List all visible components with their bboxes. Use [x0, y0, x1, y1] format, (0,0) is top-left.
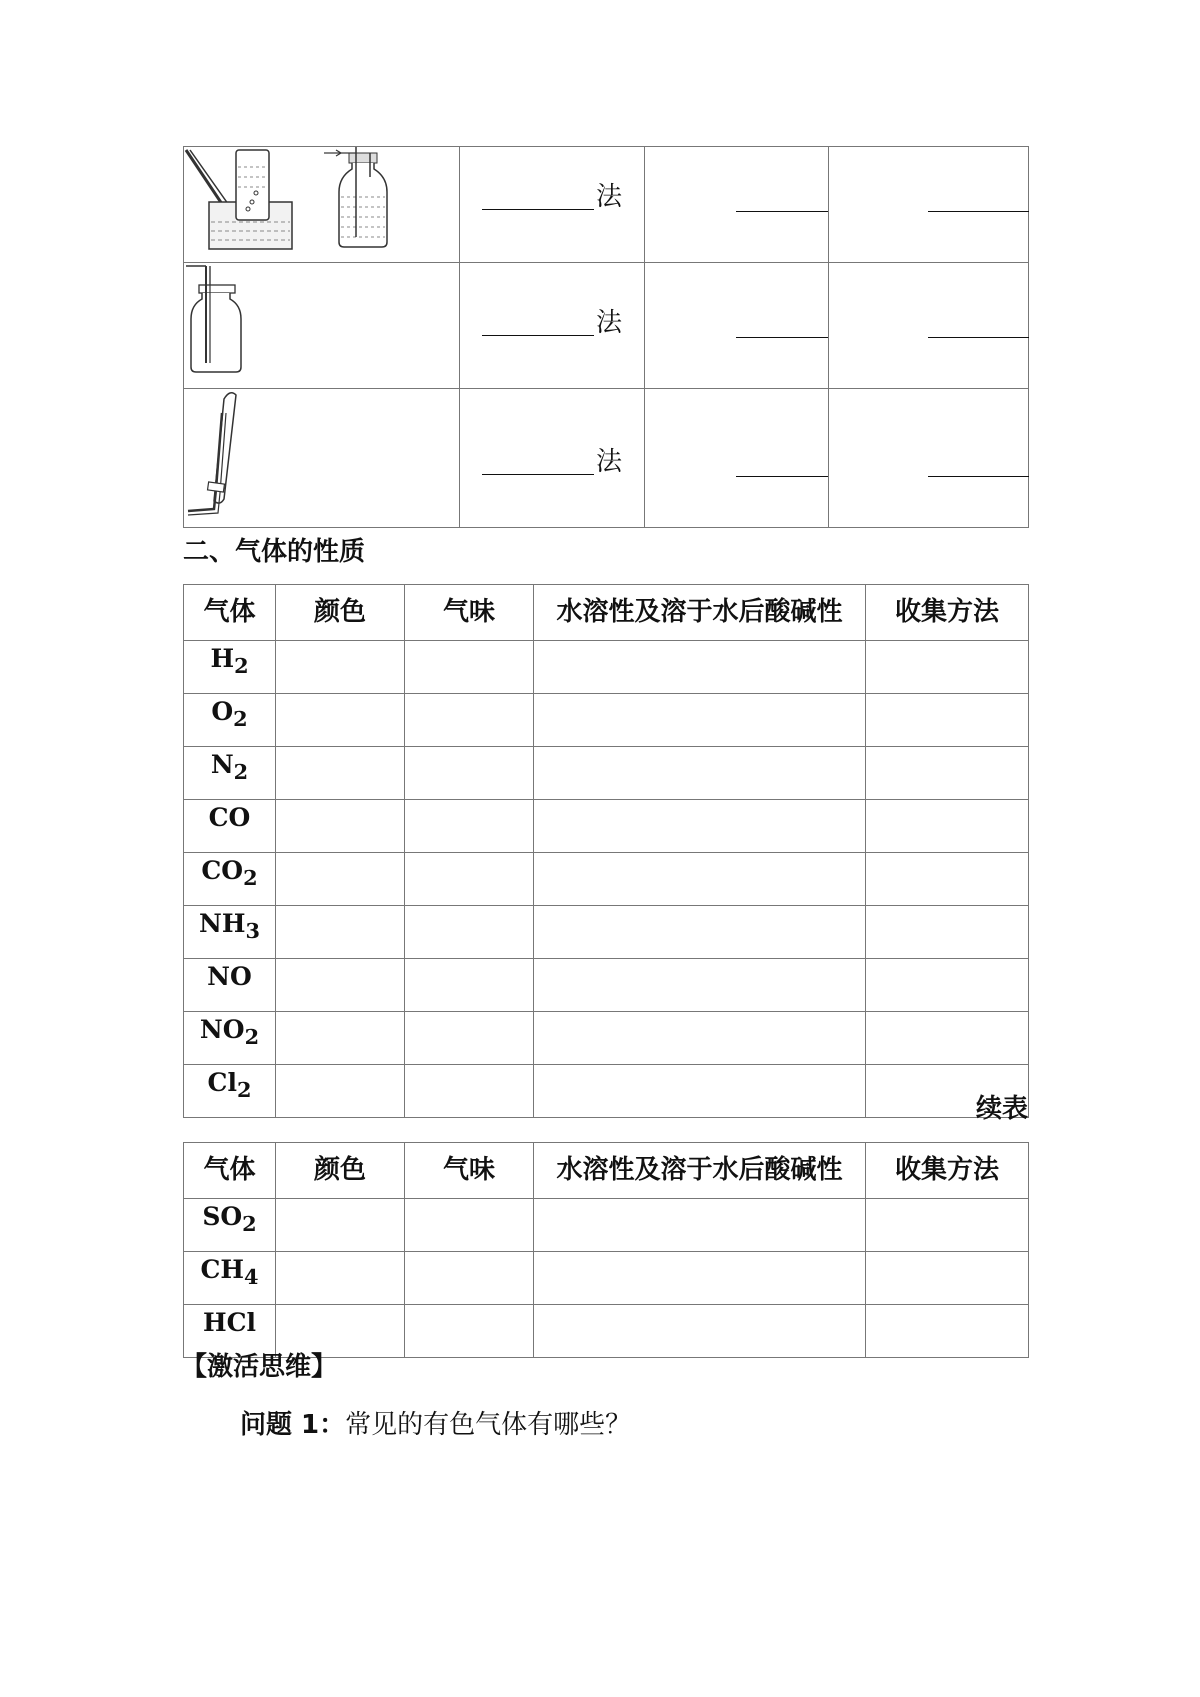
header-gas: 气体 [184, 585, 276, 641]
solubility-cell[interactable] [534, 1199, 866, 1252]
method-blank[interactable] [482, 185, 594, 210]
gas-formula: NO [184, 959, 276, 1012]
collection-cell[interactable] [866, 1012, 1029, 1065]
color-cell[interactable] [276, 1252, 405, 1305]
method-suffix: 法 [596, 308, 623, 338]
collection-cell[interactable] [866, 906, 1029, 959]
solubility-cell[interactable] [534, 747, 866, 800]
solubility-cell[interactable] [534, 800, 866, 853]
activate-thinking-heading: 【激活思维】 [181, 1352, 338, 1382]
answer-blank[interactable] [928, 452, 1029, 477]
color-cell[interactable] [276, 1199, 405, 1252]
method-blank[interactable] [482, 450, 594, 475]
color-cell[interactable] [276, 1065, 405, 1118]
blank-cell [645, 263, 829, 389]
collect-row [184, 147, 1029, 263]
collection-cell[interactable] [866, 800, 1029, 853]
gas-formula: HCl [184, 1305, 276, 1358]
header-color: 颜色 [276, 585, 405, 641]
collection-cell[interactable] [866, 694, 1029, 747]
header-odor: 气味 [405, 1143, 534, 1199]
apparatus-cell [184, 263, 460, 389]
solubility-cell[interactable] [534, 1012, 866, 1065]
gas-formula: $NO_2$ [184, 1012, 276, 1065]
collect-row [184, 263, 1029, 389]
table-row [184, 906, 1029, 959]
gas-formula: $N_2$ [184, 747, 276, 800]
solubility-cell[interactable] [534, 853, 866, 906]
odor-cell[interactable] [405, 747, 534, 800]
table-row [184, 694, 1029, 747]
section-heading: 二、气体的性质 [183, 537, 366, 567]
table-row [184, 641, 1029, 694]
table-row [184, 1199, 1029, 1252]
collection-cell[interactable] [866, 1199, 1029, 1252]
header-solubility: 水溶性及溶于水后酸碱性 [534, 1143, 866, 1199]
answer-blank[interactable] [736, 452, 828, 477]
upward-air-bottle-icon [184, 263, 460, 389]
header-gas: 气体 [184, 1143, 276, 1199]
table-row [184, 1012, 1029, 1065]
apparatus-cell [184, 389, 460, 528]
answer-blank[interactable] [928, 313, 1029, 338]
apparatus-cell [184, 147, 460, 263]
method-blank[interactable] [482, 311, 594, 336]
question-1 [240, 1404, 631, 1441]
water-displacement-apparatus-icon [184, 147, 460, 263]
method-suffix: 法 [596, 447, 623, 477]
odor-cell[interactable] [405, 1199, 534, 1252]
color-cell[interactable] [276, 694, 405, 747]
solubility-cell[interactable] [534, 694, 866, 747]
header-color: 颜色 [276, 1143, 405, 1199]
blank-cell [829, 263, 1029, 389]
answer-blank[interactable] [928, 187, 1029, 212]
collection-cell[interactable] [866, 641, 1029, 694]
color-cell[interactable] [276, 853, 405, 906]
blank-cell [829, 147, 1029, 263]
color-cell[interactable] [276, 1012, 405, 1065]
odor-cell[interactable] [405, 1252, 534, 1305]
table-row [184, 853, 1029, 906]
solubility-cell[interactable] [534, 1252, 866, 1305]
blank-cell [645, 389, 829, 528]
table-row [184, 1065, 1029, 1118]
table-row [184, 959, 1029, 1012]
method-blank-cell [460, 263, 645, 389]
collection-cell[interactable] [866, 959, 1029, 1012]
solubility-cell[interactable] [534, 641, 866, 694]
gas-formula: CO [184, 800, 276, 853]
question-1-text: 常见的有色气体有哪些？ [345, 1410, 632, 1440]
gas-properties-table [183, 584, 1029, 1118]
blank-cell [645, 147, 829, 263]
header-solubility: 水溶性及溶于水后酸碱性 [534, 585, 866, 641]
gas-properties-table-continued [183, 1142, 1029, 1358]
collection-cell[interactable] [866, 747, 1029, 800]
odor-cell[interactable] [405, 853, 534, 906]
gas-formula: $CO_2$ [184, 853, 276, 906]
collection-cell[interactable] [866, 853, 1029, 906]
gas-formula: $SO_2$ [184, 1199, 276, 1252]
odor-cell[interactable] [405, 906, 534, 959]
odor-cell[interactable] [405, 641, 534, 694]
gas-formula: $H_2$ [184, 641, 276, 694]
color-cell[interactable] [276, 747, 405, 800]
color-cell[interactable] [276, 800, 405, 853]
collect-row [184, 389, 1029, 528]
solubility-cell[interactable] [534, 959, 866, 1012]
answer-blank[interactable] [736, 187, 828, 212]
collection-cell[interactable] [866, 1305, 1029, 1358]
question-1-label: 问题 1： [240, 1410, 346, 1440]
color-cell[interactable] [276, 906, 405, 959]
color-cell[interactable] [276, 641, 405, 694]
solubility-cell[interactable] [534, 1305, 866, 1358]
header-collection: 收集方法 [866, 1143, 1029, 1199]
odor-cell[interactable] [405, 694, 534, 747]
color-cell[interactable] [276, 959, 405, 1012]
table-header-row [184, 1143, 1029, 1199]
header-collection: 收集方法 [866, 585, 1029, 641]
gas-formula: $CH_4$ [184, 1252, 276, 1305]
collection-cell[interactable] [866, 1252, 1029, 1305]
continued-label: 续表 [975, 1094, 1028, 1124]
table-row [184, 800, 1029, 853]
solubility-cell[interactable] [534, 1065, 866, 1118]
blank-cell [829, 389, 1029, 528]
gas-formula: $O_2$ [184, 694, 276, 747]
method-blank-cell [460, 147, 645, 263]
odor-cell[interactable] [405, 1065, 534, 1118]
method-suffix: 法 [596, 182, 623, 212]
odor-cell[interactable] [405, 800, 534, 853]
gas-formula: $Cl_2$ [184, 1065, 276, 1118]
odor-cell[interactable] [405, 1305, 534, 1358]
odor-cell[interactable] [405, 959, 534, 1012]
gas-formula: $NH_3$ [184, 906, 276, 959]
table-row [184, 747, 1029, 800]
answer-blank[interactable] [736, 313, 828, 338]
table-header-row [184, 585, 1029, 641]
solubility-cell[interactable] [534, 906, 866, 959]
odor-cell[interactable] [405, 1012, 534, 1065]
collection-method-table [183, 146, 1029, 528]
inverted-test-tube-icon [184, 389, 460, 528]
header-odor: 气味 [405, 585, 534, 641]
table-row [184, 1252, 1029, 1305]
method-blank-cell [460, 389, 645, 528]
